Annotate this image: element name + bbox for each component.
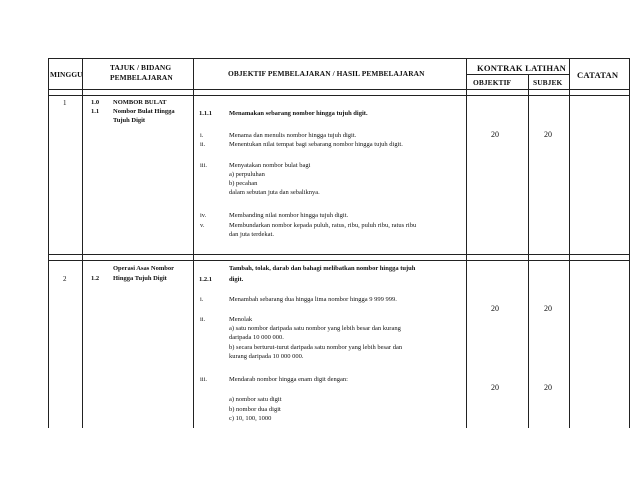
row2-item-line: Menambah sebarang dua hingga lima nombor hingga 9 999 999. xyxy=(229,296,397,303)
row2-item-line: a) satu nombor daripada satu nombor yang lebih besar dan kurang xyxy=(229,325,401,332)
row1-item-label: iii. xyxy=(200,162,208,169)
row1-item-line: dan juta terdekat. xyxy=(229,231,274,238)
row1-item-line: b) pecahan xyxy=(229,180,258,187)
row1-topic-num-b: 1.1 xyxy=(91,108,100,115)
row2-item-line: b) secara berturut-turut daripada satu nombor yang lebih besar dan xyxy=(229,344,403,351)
header-objektif: OBJEKTIF xyxy=(473,78,512,87)
row1-topic-b2: Tujuh Digit xyxy=(113,117,146,124)
row1-item-label: ii. xyxy=(200,141,206,148)
row1-item-label: v. xyxy=(200,222,205,229)
row2-item-label: iii. xyxy=(200,376,208,383)
header-subjek: SUBJEK xyxy=(533,78,563,87)
row1-item-line: Membanding nilai nombor hingga tujuh digit. xyxy=(229,212,349,219)
row1-item-line: Menama dan menulis nombor hingga tujuh digit. xyxy=(229,132,357,139)
row1-minggu: 1 xyxy=(63,99,67,107)
row1-item-line: a) perpuluhan xyxy=(229,171,265,178)
row2-obj-title-2: digit. xyxy=(229,276,244,283)
row2-objektif-value: 20 xyxy=(491,383,499,392)
row2-subjek-value: 20 xyxy=(544,383,552,392)
row1-item-label: iv. xyxy=(200,212,207,219)
row2-topic-b1: Hingga Tujuh Digit xyxy=(113,275,167,282)
row1-objektif-value: 20 xyxy=(491,130,499,139)
row1-topic-num-a: 1.0 xyxy=(91,99,100,106)
row2-item-line: Mendarab nombor hingga enam digit dengan: xyxy=(229,376,348,383)
row1-item-line: Membundarkan nombor kepada puluh, ratus, ribu, puluh ribu, ratus ribu xyxy=(229,222,417,229)
row2-item-line: daripada 10 000 000. xyxy=(229,334,284,341)
row2-item-label: ii. xyxy=(200,316,206,323)
row1-item-line: dalam sebutan juta dan sebaliknya. xyxy=(229,189,320,196)
row2-subjek-value: 20 xyxy=(544,304,552,313)
header-tajuk-line2: PEMBELAJARAN xyxy=(110,73,173,82)
row2-obj-num: 1.2.1 xyxy=(199,276,212,283)
row2-item-line: a) nombor satu digit xyxy=(229,396,282,403)
row2-item-line: Menolak xyxy=(229,316,253,323)
header-objektif-hasil: OBJEKTIF PEMBELAJARAN / HASIL PEMBELAJARAN xyxy=(228,69,425,78)
row1-obj-title: Menamakan sebarang nombor hingga tujuh digit. xyxy=(229,110,368,117)
row1-item-line: Menyatakan nombor bulat bagi xyxy=(229,162,311,169)
header-minggu: MINGGU xyxy=(50,70,83,79)
row2-obj-title-1: Tambah, tolak, darab dan bahagi melibatkan nombor hingga tujuh xyxy=(229,265,416,272)
row1-subjek-value: 20 xyxy=(544,130,552,139)
header-tajuk-line1: TAJUK / BIDANG xyxy=(110,63,172,72)
row2-item-line: kurang daripada 10 000 000. xyxy=(229,353,304,360)
row2-topic-num-b: 1.2 xyxy=(91,275,100,282)
row1-obj-num: 1.1.1 xyxy=(199,110,212,117)
row1-topic-a: NOMBOR BULAT xyxy=(113,99,167,106)
row2-item-label: i. xyxy=(200,296,204,303)
row1-topic-b1: Nombor Bulat Hingga xyxy=(113,108,175,115)
row2-item-line: c) 10, 100, 1000 xyxy=(229,415,272,422)
row2-topic-a: Operasi Asas Nombor xyxy=(113,265,175,272)
header-catatan: CATATAN xyxy=(577,70,619,80)
row2-objektif-value: 20 xyxy=(491,304,499,313)
row1-item-line: Menentukan nilai tempat bagi sebarang nombor hingga tujuh digit. xyxy=(229,141,403,148)
header-kontrak-latihan: KONTRAK LATIHAN xyxy=(477,63,567,73)
row2-minggu: 2 xyxy=(63,275,67,283)
row2-item-line: b) nombor dua digit xyxy=(229,406,281,413)
row1-item-label: i. xyxy=(200,132,204,139)
